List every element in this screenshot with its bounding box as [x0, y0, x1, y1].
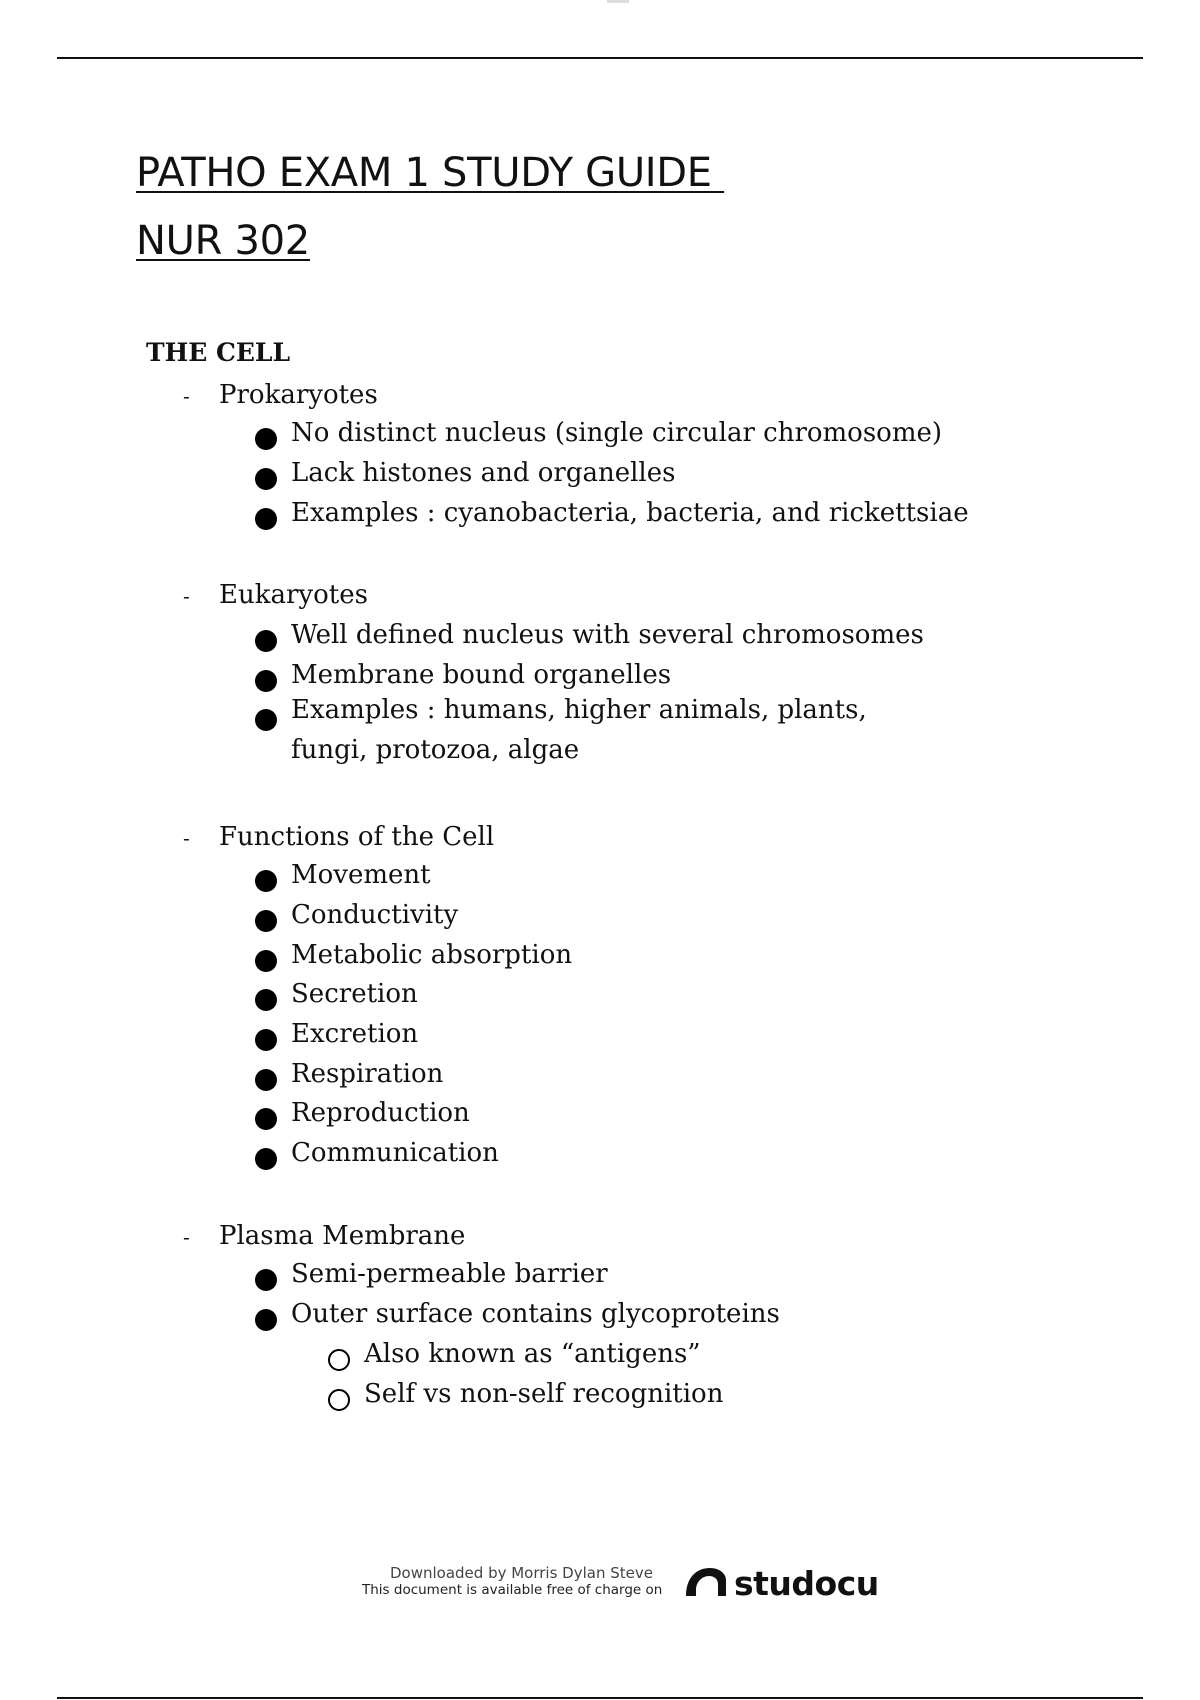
bullet-icon	[255, 630, 277, 652]
bullet-icon	[255, 670, 277, 692]
group-label: Eukaryotes	[219, 580, 368, 610]
document-title: PATHO EXAM 1 STUDY GUIDE	[136, 150, 725, 196]
list-item-text: Excretion	[291, 1019, 419, 1049]
list-item-text: Well defined nucleus with several chromosomes	[291, 620, 924, 650]
bullet-icon	[255, 950, 277, 972]
group-prokaryotes	[183, 380, 378, 410]
group-label: Functions of the Cell	[219, 822, 495, 852]
group-label: Prokaryotes	[219, 380, 378, 410]
sub-list-item-text: Also known as “antigens”	[364, 1339, 701, 1369]
course-code: NUR 302	[136, 218, 310, 264]
dash-marker: -	[183, 1225, 190, 1249]
list-item-text: Movement	[291, 860, 431, 890]
dash-marker: -	[183, 384, 190, 408]
list-item-text: Secretion	[291, 979, 418, 1009]
bullet-icon	[255, 1309, 277, 1331]
bullet-icon	[255, 709, 277, 731]
bullet-icon	[255, 468, 277, 490]
header-rule	[57, 57, 1143, 59]
bullet-icon	[255, 989, 277, 1011]
group-plasma-membrane	[183, 1221, 465, 1251]
page-top-mark	[607, 0, 629, 3]
studocu-logo-text: studocu	[734, 1564, 879, 1603]
bullet-icon	[255, 1148, 277, 1170]
list-item-text: Semi-permeable barrier	[291, 1259, 608, 1289]
studocu-logo-icon	[682, 1566, 730, 1602]
download-footer	[360, 1564, 880, 1614]
list-item-text: Communication	[291, 1138, 499, 1168]
list-item-text: Reproduction	[291, 1098, 470, 1128]
list-item-text: Respiration	[291, 1059, 444, 1089]
bullet-icon	[255, 1069, 277, 1091]
availability-text: This document is available free of charge on	[362, 1582, 663, 1598]
list-item-text: Membrane bound organelles	[291, 660, 672, 690]
downloaded-by-text: Downloaded by Morris Dylan Steve	[390, 1564, 653, 1582]
group-eukaryotes	[183, 580, 368, 610]
list-item-text: Outer surface contains glycoproteins	[291, 1299, 780, 1329]
list-item-text: Examples : cyanobacteria, bacteria, and rickettsiae	[291, 498, 969, 528]
list-item-text: Metabolic absorption	[291, 940, 573, 970]
sub-list-item-text: Self vs non-self recognition	[364, 1379, 724, 1409]
list-item-text: Examples : humans, higher animals, plants, fungi, protozoa, algae	[291, 695, 867, 765]
dash-marker: -	[183, 584, 190, 608]
bullet-icon	[255, 508, 277, 530]
hollow-bullet-icon	[328, 1389, 350, 1411]
bullet-icon	[255, 1108, 277, 1130]
dash-marker: -	[183, 826, 190, 850]
bullet-icon	[255, 1269, 277, 1291]
group-label: Plasma Membrane	[219, 1221, 466, 1251]
list-item-text: Conductivity	[291, 900, 459, 930]
bullet-icon	[255, 428, 277, 450]
footer-rule	[57, 1697, 1143, 1699]
bullet-icon	[255, 910, 277, 932]
bullet-icon	[255, 870, 277, 892]
section-heading: THE CELL	[146, 338, 291, 367]
hollow-bullet-icon	[328, 1349, 350, 1371]
bullet-icon	[255, 1029, 277, 1051]
group-functions	[183, 822, 494, 852]
list-item-text: Lack histones and organelles	[291, 458, 676, 488]
list-item-text: No distinct nucleus (single circular chromosome)	[291, 418, 943, 448]
